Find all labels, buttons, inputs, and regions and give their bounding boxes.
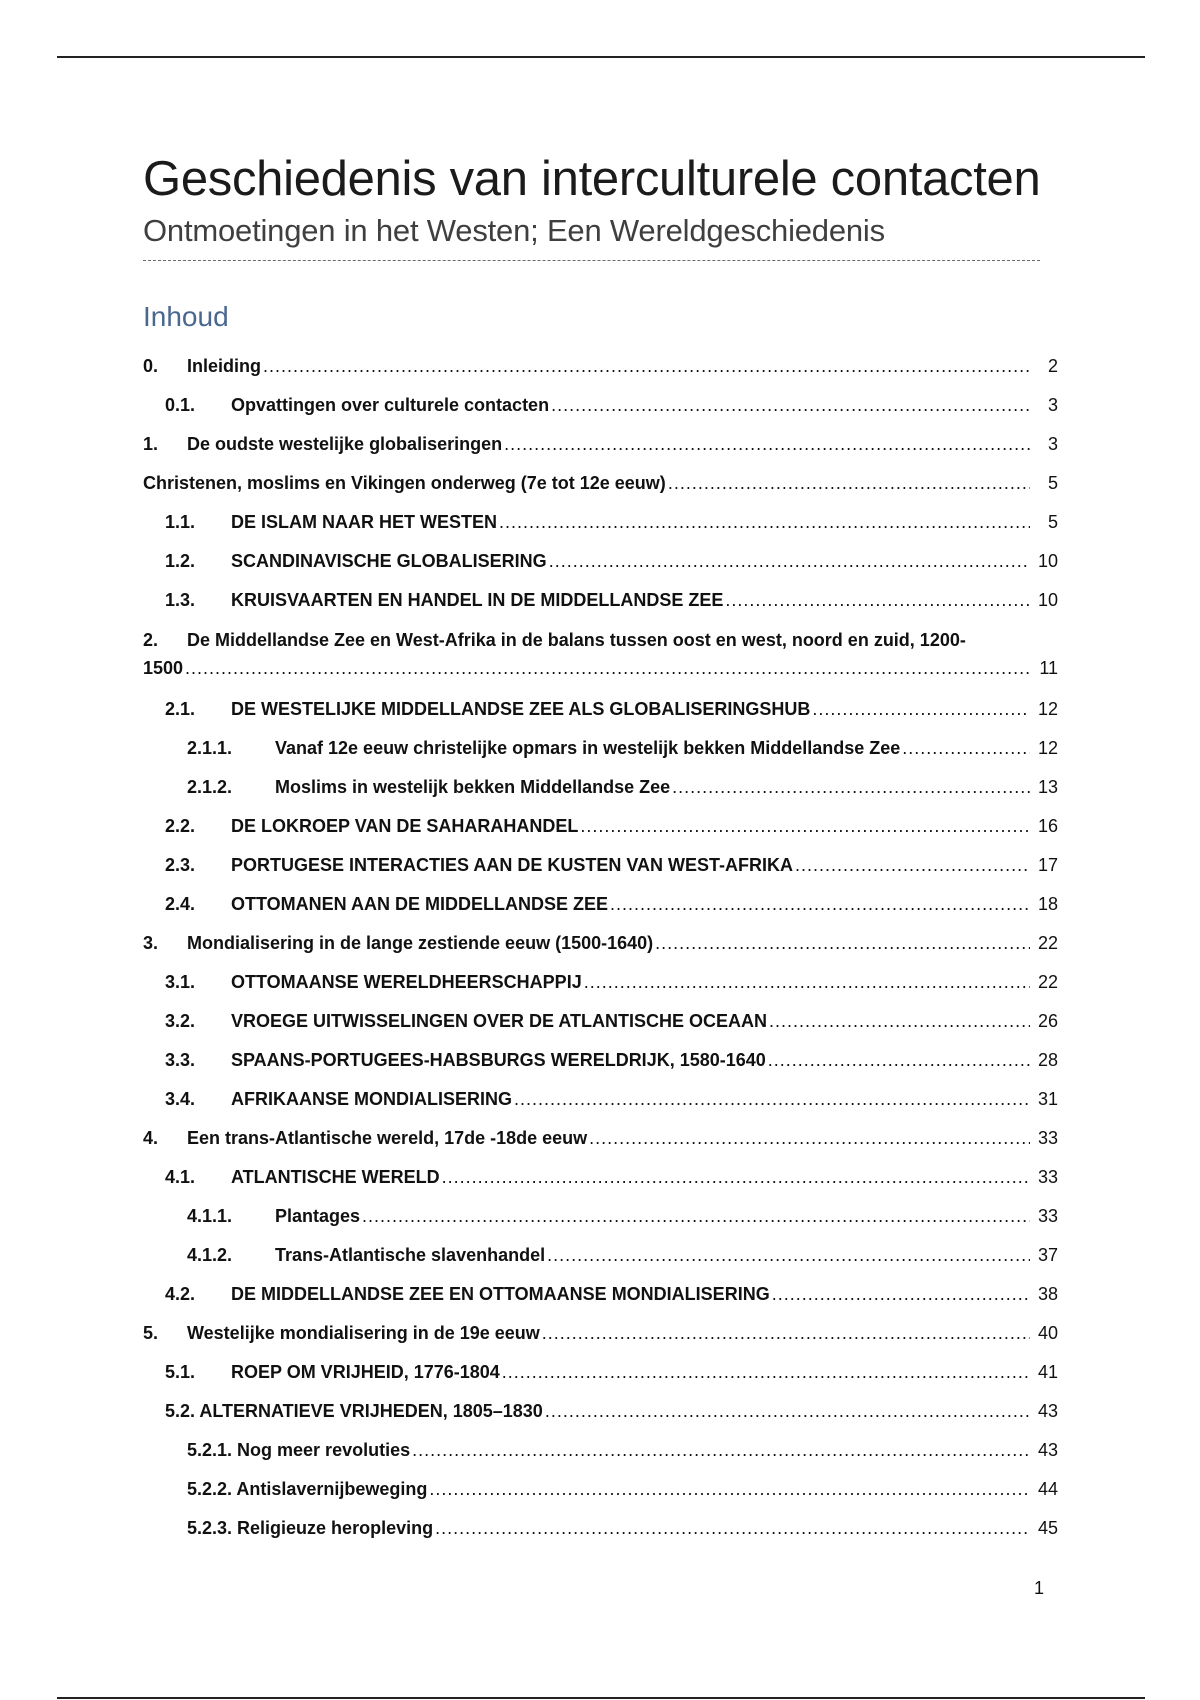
toc-text: Westelijke mondialisering in de 19e eeuw <box>187 1323 540 1343</box>
toc-entry[interactable] <box>143 510 1058 534</box>
toc-leader <box>542 1321 1030 1345</box>
toc-leader <box>902 736 1030 760</box>
toc-entry[interactable] <box>143 1282 1058 1306</box>
toc-entry[interactable] <box>143 697 1058 721</box>
toc-number: 0.1. <box>165 395 196 415</box>
toc-entry[interactable] <box>143 1204 1058 1228</box>
toc-entry[interactable] <box>143 1165 1058 1189</box>
toc-page: 26 <box>1037 1011 1058 1031</box>
toc-text: DE WESTELIJKE MIDDELLANDSE ZEE ALS GLOBALISERINGSHUB <box>231 699 811 719</box>
toc-leader <box>514 1087 1030 1111</box>
toc-page: 12 <box>1037 699 1058 719</box>
toc-page: 13 <box>1037 777 1058 797</box>
toc-number: 2.2. <box>165 816 196 836</box>
toc-page: 11 <box>1039 658 1058 678</box>
toc-number: 4. <box>143 1128 159 1148</box>
toc-number: 5.1. <box>165 1362 196 1382</box>
toc-leader <box>584 970 1030 994</box>
toc-number: 0. <box>143 356 159 376</box>
toc-text: ROEP OM VRIJHEID, 1776-1804 <box>231 1362 500 1382</box>
toc-page: 5 <box>1047 473 1058 493</box>
toc-entry[interactable] <box>143 814 1058 838</box>
toc-number: 1. <box>143 434 159 454</box>
toc-text: OTTOMANEN AAN DE MIDDELLANDSE ZEE <box>231 894 609 914</box>
toc-number: 4.1.1. <box>187 1206 233 1226</box>
toc-text: Vanaf 12e eeuw christelijke opmars in westelijk bekken Middellandse Zee <box>275 738 901 758</box>
toc-leader <box>362 1204 1030 1228</box>
toc-text: 5.2.3. Religieuze heropleving <box>187 1518 434 1538</box>
toc-entry[interactable] <box>143 1009 1058 1033</box>
toc-page: 12 <box>1037 738 1058 758</box>
toc-text: DE MIDDELLANDSE ZEE EN OTTOMAANSE MONDIALISERING <box>231 1284 770 1304</box>
toc-entry[interactable] <box>143 1087 1058 1111</box>
toc-entry[interactable] <box>143 1360 1058 1384</box>
toc-text: Een trans-Atlantische wereld, 17de -18de eeuw <box>187 1128 588 1148</box>
toc-text: OTTOMAANSE WERELDHEERSCHAPPIJ <box>231 972 582 992</box>
toc-leader <box>768 1048 1030 1072</box>
toc-entry[interactable] <box>143 892 1058 916</box>
toc-entry[interactable] <box>143 1399 1058 1423</box>
toc-page: 22 <box>1037 972 1058 992</box>
toc-page: 2 <box>1047 356 1058 376</box>
toc-text: Plantages <box>275 1206 361 1226</box>
toc-entry[interactable] <box>143 1438 1058 1462</box>
toc-entry[interactable] <box>143 432 1058 456</box>
toc-leader <box>263 354 1030 378</box>
toc-leader <box>725 588 1030 612</box>
toc-text: SCANDINAVISCHE GLOBALISERING <box>231 551 547 571</box>
toc-text: De Middellandse Zee en West-Afrika in de balans tussen oost en west, noord en zuid, 1200- <box>187 630 966 650</box>
toc-number: 3.2. <box>165 1011 196 1031</box>
toc-page: 33 <box>1037 1167 1058 1187</box>
toc-page: 18 <box>1037 894 1058 914</box>
toc-leader <box>551 393 1030 417</box>
toc-text: ATLANTISCHE WERELD <box>231 1167 440 1187</box>
toc-number: 3. <box>143 933 159 953</box>
toc-leader <box>668 471 1030 495</box>
toc-text: 5.2.1. Nog meer revoluties <box>187 1440 411 1460</box>
toc-heading: Inhoud <box>143 301 229 332</box>
toc-number: 4.2. <box>165 1284 196 1304</box>
toc-entry[interactable] <box>143 1126 1058 1150</box>
toc-leader <box>504 432 1030 456</box>
toc-leader <box>772 1282 1030 1306</box>
toc-text: Moslims in westelijk bekken Middellandse Zee <box>275 777 671 797</box>
toc-page: 43 <box>1037 1440 1058 1460</box>
toc-page: 3 <box>1047 434 1058 454</box>
footer-rule <box>57 1697 1145 1699</box>
page-subtitle: Ontmoetingen in het Westen; Een Wereldgeschiedenis <box>143 213 885 248</box>
toc-page: 5 <box>1047 512 1058 532</box>
toc-number: 2.1.2. <box>187 777 233 797</box>
toc-page: 33 <box>1037 1206 1058 1226</box>
toc-entry[interactable] <box>143 1321 1058 1345</box>
toc-entry[interactable] <box>143 1477 1058 1501</box>
toc-leader <box>549 549 1030 573</box>
toc-page: 31 <box>1037 1089 1058 1109</box>
toc-leader <box>429 1477 1030 1501</box>
toc-text: Trans-Atlantische slavenhandel <box>275 1245 546 1265</box>
toc-number: 1.2. <box>165 551 196 571</box>
toc-leader <box>672 775 1030 799</box>
toc-text: PORTUGESE INTERACTIES AAN DE KUSTEN VAN WEST-AFRIKA <box>231 855 794 875</box>
toc-number: 3.3. <box>165 1050 196 1070</box>
toc-page: 45 <box>1037 1518 1058 1538</box>
toc-leader <box>795 853 1030 877</box>
toc-number: 4.1.2. <box>187 1245 233 1265</box>
toc-text: Christenen, moslims en Vikingen onderweg (7e tot 12e eeuw) <box>143 473 666 493</box>
toc-number: 2.1. <box>165 699 196 719</box>
toc-text: KRUISVAARTEN EN HANDEL IN DE MIDDELLANDSE ZEE <box>231 590 724 610</box>
toc-text: DE LOKROEP VAN DE SAHARAHANDEL <box>231 816 579 836</box>
toc-entry[interactable] <box>143 736 1058 760</box>
toc-number: 2. <box>143 630 159 650</box>
toc-text: Mondialisering in de lange zestiende eeuw (1500-1640) <box>187 933 654 953</box>
toc-text: AFRIKAANSE MONDIALISERING <box>231 1089 513 1109</box>
document-header <box>143 150 1058 333</box>
toc-number: 4.1. <box>165 1167 196 1187</box>
page-number: 1 <box>1034 1578 1045 1598</box>
toc-leader <box>545 1399 1030 1423</box>
toc-text: Inleiding <box>187 356 261 376</box>
toc-number: 2.4. <box>165 894 196 914</box>
toc-leader <box>412 1438 1030 1462</box>
toc-leader <box>769 1009 1030 1033</box>
toc-page: 3 <box>1047 395 1058 415</box>
toc-text: DE ISLAM NAAR HET WESTEN <box>231 512 498 532</box>
toc-page: 22 <box>1037 933 1058 953</box>
toc-leader <box>610 892 1030 916</box>
toc-page: 41 <box>1037 1362 1058 1382</box>
toc-page: 37 <box>1037 1245 1058 1265</box>
toc-text: Opvattingen over culturele contacten <box>231 395 550 415</box>
toc-entry[interactable] <box>143 853 1058 877</box>
toc-entry[interactable] <box>143 588 1058 612</box>
toc-entry[interactable] <box>143 970 1058 994</box>
toc-number: 2.3. <box>165 855 196 875</box>
toc-leader <box>580 814 1030 838</box>
toc-leader <box>589 1126 1030 1150</box>
toc-leader <box>655 931 1030 955</box>
toc-text: De oudste westelijke globaliseringen <box>187 434 503 454</box>
toc-entry[interactable] <box>143 549 1058 573</box>
toc-leader <box>547 1243 1030 1267</box>
toc-page: 10 <box>1037 590 1058 610</box>
toc-text: SPAANS-PORTUGEES-HABSBURGS WERELDRIJK, 1580-1640 <box>231 1050 766 1070</box>
toc-entry[interactable] <box>143 931 1058 955</box>
toc-leader <box>812 697 1030 721</box>
toc-page: 28 <box>1037 1050 1058 1070</box>
toc-text: VROEGE UITWISSELINGEN OVER DE ATLANTISCHE OCEAAN <box>231 1011 768 1031</box>
toc-number: 1.1. <box>165 512 196 532</box>
toc-number: 2.1.1. <box>187 738 233 758</box>
toc-entry[interactable] <box>143 354 1058 378</box>
toc-page: 16 <box>1037 816 1058 836</box>
header-rule <box>57 56 1145 58</box>
toc-leader <box>442 1165 1030 1189</box>
toc-number: 3.4. <box>165 1089 196 1109</box>
toc-text: 5.2. ALTERNATIEVE VRIJHEDEN, 1805–1830 <box>165 1401 543 1421</box>
toc-entry[interactable] <box>143 393 1058 417</box>
toc-entry[interactable] <box>143 1243 1058 1267</box>
page-title: Geschiedenis van interculturele contacten <box>143 152 1041 206</box>
toc-leader <box>185 656 1030 680</box>
toc-entry[interactable] <box>143 1516 1058 1540</box>
toc-number: 3.1. <box>165 972 196 992</box>
toc-page: 44 <box>1037 1479 1058 1499</box>
toc-page: 33 <box>1037 1128 1058 1148</box>
toc-entry[interactable] <box>143 775 1058 799</box>
toc-leader <box>502 1360 1030 1384</box>
toc-entry[interactable] <box>143 1048 1058 1072</box>
toc-number: 1.3. <box>165 590 196 610</box>
toc-text: 5.2.2. Antislavernijbeweging <box>187 1479 428 1499</box>
toc-page: 10 <box>1037 551 1058 571</box>
toc-leader <box>435 1516 1030 1540</box>
title-divider <box>143 260 1040 261</box>
toc-page: 38 <box>1037 1284 1058 1304</box>
toc-page: 43 <box>1037 1401 1058 1421</box>
toc-entry[interactable] <box>143 471 1058 495</box>
toc-leader <box>499 510 1030 534</box>
toc-text-continued: 1500 <box>143 658 184 678</box>
toc-number: 5. <box>143 1323 159 1343</box>
toc-entry[interactable] <box>143 628 1058 680</box>
toc-page: 40 <box>1037 1323 1058 1343</box>
toc-page: 17 <box>1037 855 1058 875</box>
